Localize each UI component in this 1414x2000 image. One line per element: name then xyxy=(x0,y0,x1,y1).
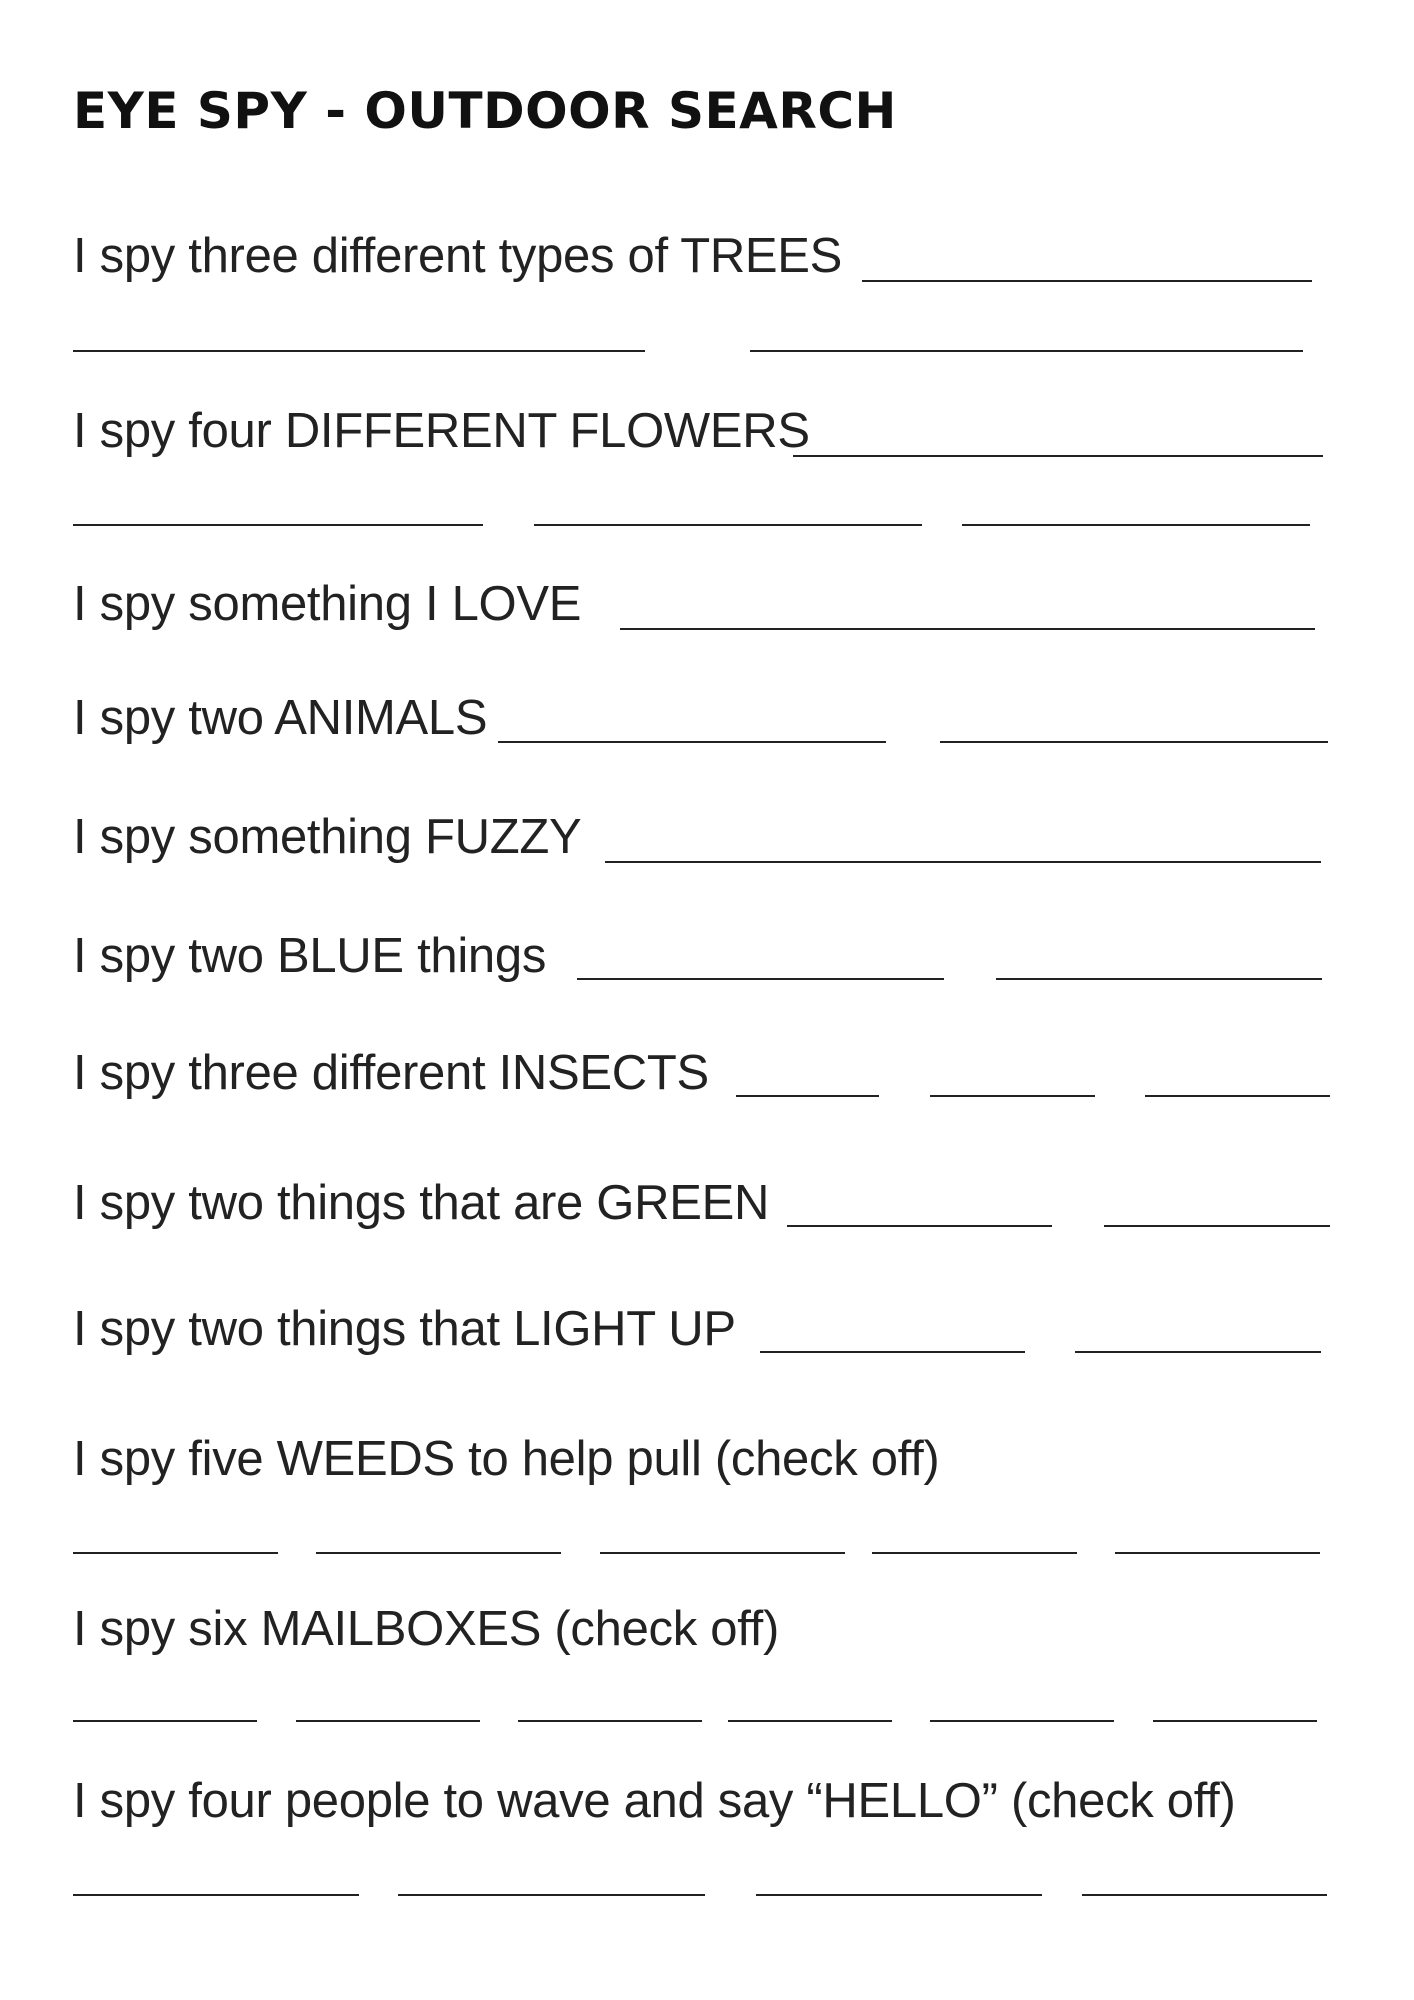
blank-fuzzy[interactable] xyxy=(605,861,1321,863)
blank-mailboxes-3[interactable] xyxy=(518,1720,702,1722)
blank-insects-2[interactable] xyxy=(930,1095,1095,1097)
blank-flowers-3[interactable] xyxy=(534,524,922,526)
blank-hello-1[interactable] xyxy=(73,1894,359,1896)
prompt-weeds: I spy five WEEDS to help pull (check off) xyxy=(73,1432,940,1486)
prompt-hello: I spy four people to wave and say “HELLO” (check off) xyxy=(73,1774,1236,1828)
prompt-green: I spy two things that are GREEN xyxy=(73,1176,770,1230)
blank-animals-2[interactable] xyxy=(940,741,1328,743)
prompt-fuzzy: I spy something FUZZY xyxy=(73,810,582,864)
blank-hello-3[interactable] xyxy=(756,1894,1042,1896)
prompt-light-up: I spy two things that LIGHT UP xyxy=(73,1302,736,1356)
blank-light-up-1[interactable] xyxy=(760,1351,1025,1353)
blank-mailboxes-1[interactable] xyxy=(73,1720,257,1722)
blank-trees-1[interactable] xyxy=(862,280,1312,282)
blank-trees-2[interactable] xyxy=(73,350,645,352)
prompt-love: I spy something I LOVE xyxy=(73,577,582,631)
blank-flowers-4[interactable] xyxy=(962,524,1310,526)
blank-blue-2[interactable] xyxy=(996,978,1322,980)
blank-green-1[interactable] xyxy=(787,1225,1052,1227)
blank-weeds-5[interactable] xyxy=(1115,1552,1320,1554)
blank-light-up-2[interactable] xyxy=(1075,1351,1321,1353)
blank-love[interactable] xyxy=(620,628,1315,630)
blank-insects-3[interactable] xyxy=(1145,1095,1330,1097)
prompt-blue: I spy two BLUE things xyxy=(73,929,547,983)
blank-hello-2[interactable] xyxy=(398,1894,705,1896)
blank-mailboxes-6[interactable] xyxy=(1153,1720,1317,1722)
blank-blue-1[interactable] xyxy=(577,978,944,980)
blank-flowers-1[interactable] xyxy=(793,455,1323,457)
prompt-flowers: I spy four DIFFERENT FLOWERS xyxy=(73,404,810,458)
prompt-animals: I spy two ANIMALS xyxy=(73,691,488,745)
blank-weeds-3[interactable] xyxy=(600,1552,845,1554)
blank-animals-1[interactable] xyxy=(498,741,886,743)
blank-flowers-2[interactable] xyxy=(73,524,483,526)
blank-weeds-4[interactable] xyxy=(872,1552,1077,1554)
blank-mailboxes-5[interactable] xyxy=(930,1720,1114,1722)
blank-green-2[interactable] xyxy=(1104,1225,1330,1227)
page-title: EYE SPY - OUTDOOR SEARCH xyxy=(73,82,897,140)
prompt-trees: I spy three different types of TREES xyxy=(73,229,843,283)
blank-weeds-2[interactable] xyxy=(316,1552,561,1554)
prompt-mailboxes: I spy six MAILBOXES (check off) xyxy=(73,1602,779,1656)
blank-mailboxes-2[interactable] xyxy=(296,1720,480,1722)
blank-mailboxes-4[interactable] xyxy=(728,1720,892,1722)
blank-insects-1[interactable] xyxy=(736,1095,879,1097)
blank-weeds-1[interactable] xyxy=(73,1552,278,1554)
prompt-insects: I spy three different INSECTS xyxy=(73,1046,709,1100)
blank-hello-4[interactable] xyxy=(1082,1894,1327,1896)
blank-trees-3[interactable] xyxy=(750,350,1303,352)
